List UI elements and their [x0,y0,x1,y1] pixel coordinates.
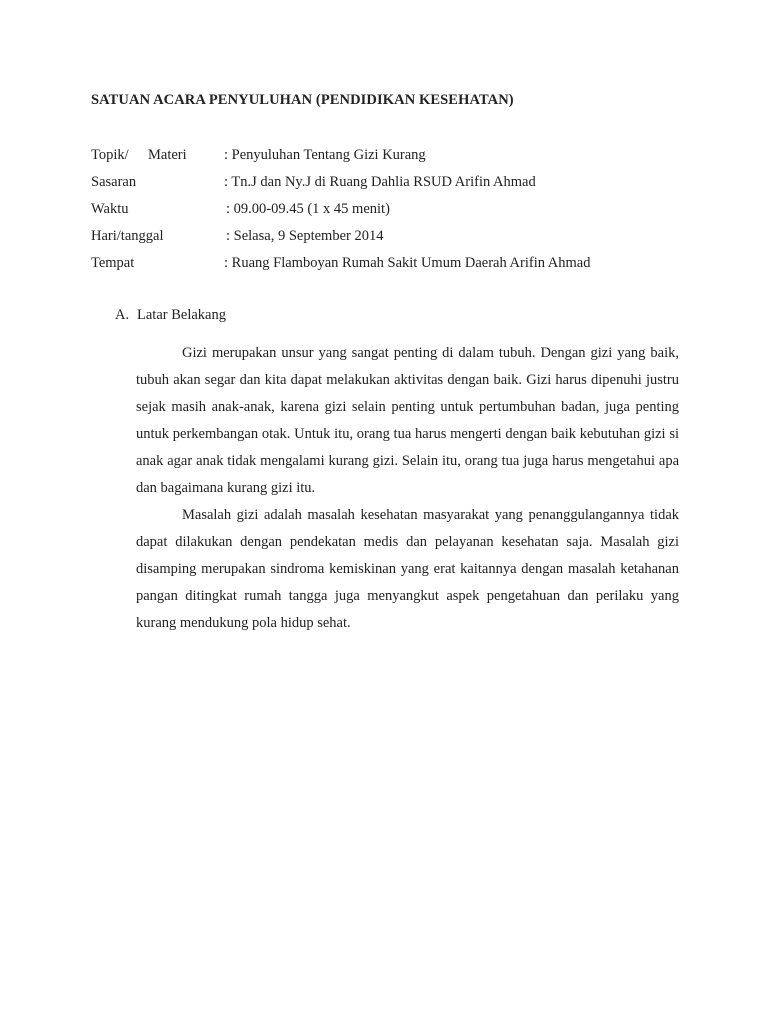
meta-label-sasaran: Sasaran [91,174,137,190]
meta-label-topik: Topik/ [91,147,129,163]
meta-sublabel-materi: Materi [148,147,187,163]
meta-label-hari-tanggal: Hari/tanggal [91,228,164,244]
meta-value-tempat: : Ruang Flamboyan Rumah Sakit Umum Daerah Arifin Ahmad [224,255,591,271]
body-paragraph-1: Gizi merupakan unsur yang sangat penting di dalam tubuh. Dengan gizi yang baik, tubuh akan segar dan kita dapat melakukan aktivitas dengan baik. Gizi harus dipenuhi justru sejak masih anak-anak, karena gizi selain penting untuk pertumbuhan badan, juga penting untuk perkembangan otak. Untuk itu, orang tua harus mengerti dengan baik kebutuhan gizi si anak agar anak tidak mengalami kurang gizi. Selain itu, orang tua juga harus mengetahui apa dan bagaimana kurang gizi itu. [136,345,679,496]
meta-value-topik: : Penyuluhan Tentang Gizi Kurang [224,147,426,163]
meta-value-sasaran: : Tn.J dan Ny.J di Ruang Dahlia RSUD Arifin Ahmad [224,174,536,190]
section-heading-latar-belakang [115,307,226,324]
meta-value-hari-tanggal: : Selasa, 9 September 2014 [226,228,384,244]
body-paragraph-2: Masalah gizi adalah masalah kesehatan masyarakat yang penanggulangannya tidak dapat dilakukan dengan pendekatan medis dan pelayanan kesehatan saja. Masalah gizi disamping merupakan sindroma kemiskinan yang erat kaitannya dengan masalah ketahanan pangan ditingkat rumah tangga juga menyangkut aspek pengetahuan dan perilaku yang kurang mendukung pola hidup sehat. [136,507,679,631]
meta-label-tempat: Tempat [91,255,135,271]
section-marker: A. [115,307,130,323]
meta-value-waktu: : 09.00-09.45 (1 x 45 menit) [226,201,390,217]
document-title: SATUAN ACARA PENYULUHAN (PENDIDIKAN KESEHATAN) [91,92,514,108]
section-heading-text: Latar Belakang [137,307,226,323]
meta-label-waktu: Waktu [91,201,129,217]
